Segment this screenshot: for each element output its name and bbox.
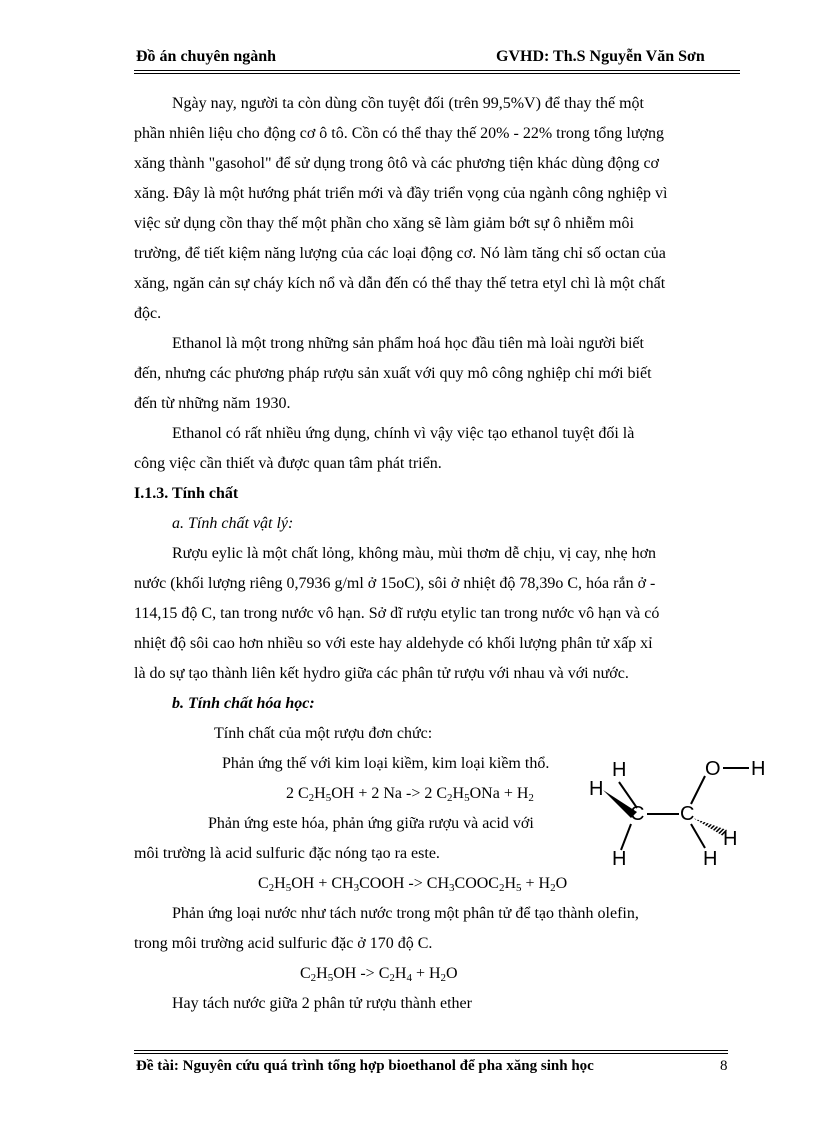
chem-intro: Tính chất của một rượu đơn chức: bbox=[214, 725, 433, 742]
atom-h: H bbox=[612, 848, 627, 870]
bond-line bbox=[691, 824, 705, 848]
paragraph-line: nước (khối lượng riêng 0,7936 g/ml ở 15oC), sôi ở nhiệt độ 78,39o C, hóa rắn ở - bbox=[134, 575, 656, 592]
paragraph-line: độc. bbox=[134, 305, 162, 322]
paragraph-line: đến, nhưng các phương pháp rượu sản xuất với quy mô công nghiệp chỉ mới biết bbox=[134, 365, 652, 382]
ethanol-structure-diagram bbox=[585, 750, 775, 875]
atom-h: H bbox=[703, 848, 718, 870]
subheading-chemical: b. Tính chất hóa học: bbox=[172, 695, 315, 712]
header-rule-top bbox=[134, 70, 740, 71]
paragraph-line: công việc cần thiết và được quan tâm phát triển. bbox=[134, 455, 442, 472]
equation-1: 2 $C_2H_5OH + 2$ Na -> 2 $C_2H_5ONa + H_2$ bbox=[286, 785, 534, 804]
paragraph-line: xăng thành "gasohol" để sử dụng trong ôtô và các phương tiện khác dùng động cơ bbox=[134, 155, 659, 172]
atom-c: C bbox=[680, 803, 695, 825]
hashed-bond bbox=[693, 818, 727, 836]
header-left: Đồ án chuyên ngành bbox=[136, 48, 277, 65]
paragraph-line: trường, để tiết kiệm năng lượng của các loại động cơ. Nó làm tăng chỉ số octan của bbox=[134, 245, 666, 262]
footer-rule-bottom bbox=[134, 1053, 728, 1054]
paragraph-line: Ethanol có rất nhiều ứng dụng, chính vì vậy việc tạo ethanol tuyệt đối là bbox=[172, 425, 635, 442]
paragraph-line: xăng. Đây là một hướng phát triển mới và đầy triển vọng của ngành công nghiệp vì bbox=[134, 185, 668, 202]
atom-c: C bbox=[630, 803, 645, 825]
paragraph-line: phần nhiên liệu cho động cơ ô tô. Cồn có thể thay thế 20% - 22% trong tổng lượng bbox=[134, 125, 664, 142]
footer-rule-top bbox=[134, 1050, 728, 1051]
section-heading: I.1.3. Tính chất bbox=[134, 485, 239, 502]
reaction-label: trong môi trường acid sulfuric đặc ở 170 độ C. bbox=[134, 935, 433, 952]
bond-line bbox=[691, 776, 705, 804]
atom-h: H bbox=[589, 778, 604, 800]
reaction-label: Phản ứng thế với kim loại kiềm, kim loại kiềm thổ. bbox=[222, 755, 550, 772]
reaction-label: Hay tách nước giữa 2 phân tử rượu thành ether bbox=[172, 995, 472, 1012]
reaction-label: môi trường là acid sulfuric đặc nóng tạo ra este. bbox=[134, 845, 440, 862]
equation-3: $C_2H_5OH -> C_2H_4 + H_2O$ bbox=[300, 965, 458, 984]
atom-o: O bbox=[705, 758, 721, 780]
equation-2: $C_2H_5OH$ + $CH_3COOH$ -> $CH_3COOC_2H_5 + H_2O$ bbox=[258, 875, 568, 894]
header-rule-bottom bbox=[134, 73, 740, 74]
paragraph-line: việc sử dụng cồn thay thế một phần cho xăng sẽ làm giảm bớt sự ô nhiễm môi bbox=[134, 215, 634, 232]
paragraph-line: Ethanol là một trong những sản phẩm hoá học đầu tiên mà loài người biết bbox=[172, 335, 644, 352]
atom-h: H bbox=[612, 759, 627, 781]
subheading-physical: a. Tính chất vật lý: bbox=[172, 515, 294, 532]
paragraph-line: Ngày nay, người ta còn dùng cồn tuyệt đối (trên 99,5%V) để thay thế một bbox=[172, 95, 644, 112]
paragraph-line: Rượu eylic là một chất lỏng, không màu, mùi thơm dễ chịu, vị cay, nhẹ hơn bbox=[172, 545, 657, 562]
atom-h: H bbox=[751, 758, 766, 780]
page-number: 8 bbox=[720, 1058, 728, 1074]
reaction-label: Phản ứng loại nước như tách nước trong một phân tử để tạo thành olefin, bbox=[172, 905, 639, 922]
reaction-label: Phản ứng este hóa, phản ứng giữa rượu và acid với bbox=[208, 815, 534, 832]
footer-title: Đề tài: Nguyên cứu quá trình tổng hợp bioethanol để pha xăng sinh học bbox=[136, 1058, 594, 1074]
paragraph-line: xăng, ngăn cản sự cháy kích nổ và dẫn đến có thể thay thế tetra etyl chì là một chất bbox=[134, 275, 666, 292]
paragraph-line: đến từ những năm 1930. bbox=[134, 395, 291, 412]
header-right: GVHD: Th.S Nguyễn Văn Sơn bbox=[496, 48, 705, 65]
bond-line bbox=[621, 824, 631, 850]
paragraph-line: 114,15 độ C, tan trong nước vô hạn. Sở dĩ rượu etylic tan trong nước vô hạn và có bbox=[134, 605, 660, 622]
paragraph-line: là do sự tạo thành liên kết hydro giữa các phân tử rượu với nhau và với nước. bbox=[134, 665, 629, 682]
paragraph-line: nhiệt độ sôi cao hơn nhiều so với este hay aldehyde có khối lượng phân tử xấp xỉ bbox=[134, 635, 653, 652]
atom-h: H bbox=[723, 828, 738, 850]
